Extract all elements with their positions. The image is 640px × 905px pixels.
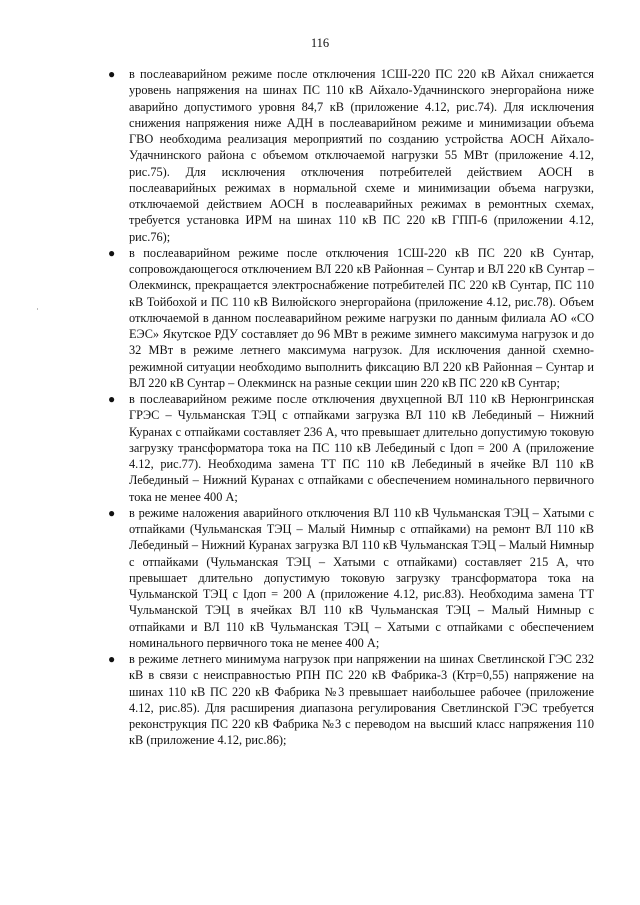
bullet-list (104, 66, 594, 749)
list-item-text: в послеаварийном режиме после отключения 1СШ-220 ПС 220 кВ Айхал снижается уровень напряжения на шинах ПС 110 кВ Айхало-Удачнинского энергорайона ниже аварийно допустимого уровня 84,7 кВ (приложение 4.12, рис.74). Для исключения снижения напряжения ниже АДН в послеаварийном режиме и минимизации объема ГВО необходима реализация мероприятий по созданию устройства АОСН Айхало-Удачнинского района с объемом отключаемой нагрузки 55 МВт (приложение 4.12, рис.75). Для исключения отключения потребителей действием АОСН в послеаварийных режимах в нормальной схеме и минимизации объема нагрузки, отключаемой действием АОСН в послеаварийных режимах в ремонтных схемах, требуется установка ИРМ на шинах 110 кВ ПС 220 кВ ГПП-6 (приложении 4.12, рис.76); (129, 67, 594, 244)
list-item (104, 505, 594, 651)
bullet-icon: ● (108, 245, 116, 260)
bullet-icon: ● (108, 67, 116, 81)
list-item (104, 391, 594, 505)
list-item-text: в послеаварийном режиме после отключения 1СШ-220 кВ ПС 220 кВ Сунтар, сопровождающегося отключением ВЛ 220 кВ Районная – Сунтар и ВЛ 220 кВ Сунтар – Олекминск, прекращается электроснабжение потребителей ПС 220 кВ Сунтар, ПС 110 кВ Тойбохой и ПС 110 кВ Вилюйского энергорайона (приложение 4.12, рис.78). Объем отключаемой в данном послеаварийном режиме нагрузки по данным филиала АО «СО ЕЭС» Якутское РДУ составляет до 96 МВт в режиме зимнего максимума нагрузок и до 32 МВт в режиме летнего максимума нагрузок. Для исключения данной схемно-режимной ситуации необходимо выполнить фиксацию ВЛ 220 кВ Районная – Сунтар и ВЛ 220 кВ Сунтар – Олекминск на разные секции шин 220 кВ ПС 220 кВ Сунтар; (129, 245, 594, 390)
list-item-text: в режиме летнего минимума нагрузок при напряжении на шинах Светлинской ГЭС 232 кВ в связи с неисправностью РПН ПС 220 кВ Фабрика-3 (Ктр=0,55) напряжение на шинах 110 кВ ПС 220 кВ Фабрика №3 превышает наибольшее рабочее (приложение 4.12, рис.85). Для расширения диапазона регулирования Светлинской ГЭС требуется реконструкция ПС 220 кВ Фабрика №3 с переводом на высший класс напряжения 110 кВ (приложение 4.12, рис.86); (129, 652, 594, 748)
page-number: 116 (310, 36, 330, 50)
list-item-text: в послеаварийном режиме после отключения двухцепной ВЛ 110 кВ Нерюнгринская ГРЭС – Чульманская ТЭЦ с отпайками загрузка ВЛ 110 кВ Лебединый – Нижний Куранах с отпайками составляет 236 А, что превышает длительно допустимую токовую загрузку трансформатора тока на ПС 110 кВ Лебединый с Iдоп = 200 А (приложение 4.12, рис.77). Необходима замена ТТ ПС 110 кВ Лебединый в ячейке ВЛ 110 кВ Лебединый – Нижний Куранах с отпайками с обеспечением номинального первичного тока не менее 400 А; (129, 392, 594, 504)
scan-speck (37, 308, 38, 310)
bullet-icon: ● (108, 652, 116, 666)
list-item (104, 245, 594, 391)
bullet-icon: ● (108, 505, 116, 520)
bullet-icon: ● (108, 392, 116, 406)
list-item-text: в режиме наложения аварийного отключения ВЛ 110 кВ Чульманская ТЭЦ – Хатыми с отпайками (Чульманская ТЭЦ – Малый Нимныр с отпайками) на ремонт ВЛ 110 кВ Лебединый – Нижний Куранах загрузка ВЛ 110 кВ Чульманская ТЭЦ – Малый Нимныр с отпайками (Чульманская ТЭЦ – Хатыми с отпайками) составляет 215 А, что превышает длительно допустимую токовую загрузку трансформатора тока на Чульманской ТЭЦ с Iдоп = 200 А (приложение 4.12, рис.83). Необходима замена ТТ Чульманской ТЭЦ в ячейках ВЛ 110 кВ Чульманская ТЭЦ – Малый Нимныр с отпайками и ВЛ 110 кВ Чульманская ТЭЦ – Хатыми с отпайками с обеспечением номинального первичного тока не менее 400 А; (129, 505, 594, 650)
list-item (104, 651, 594, 749)
list-item (104, 66, 594, 245)
